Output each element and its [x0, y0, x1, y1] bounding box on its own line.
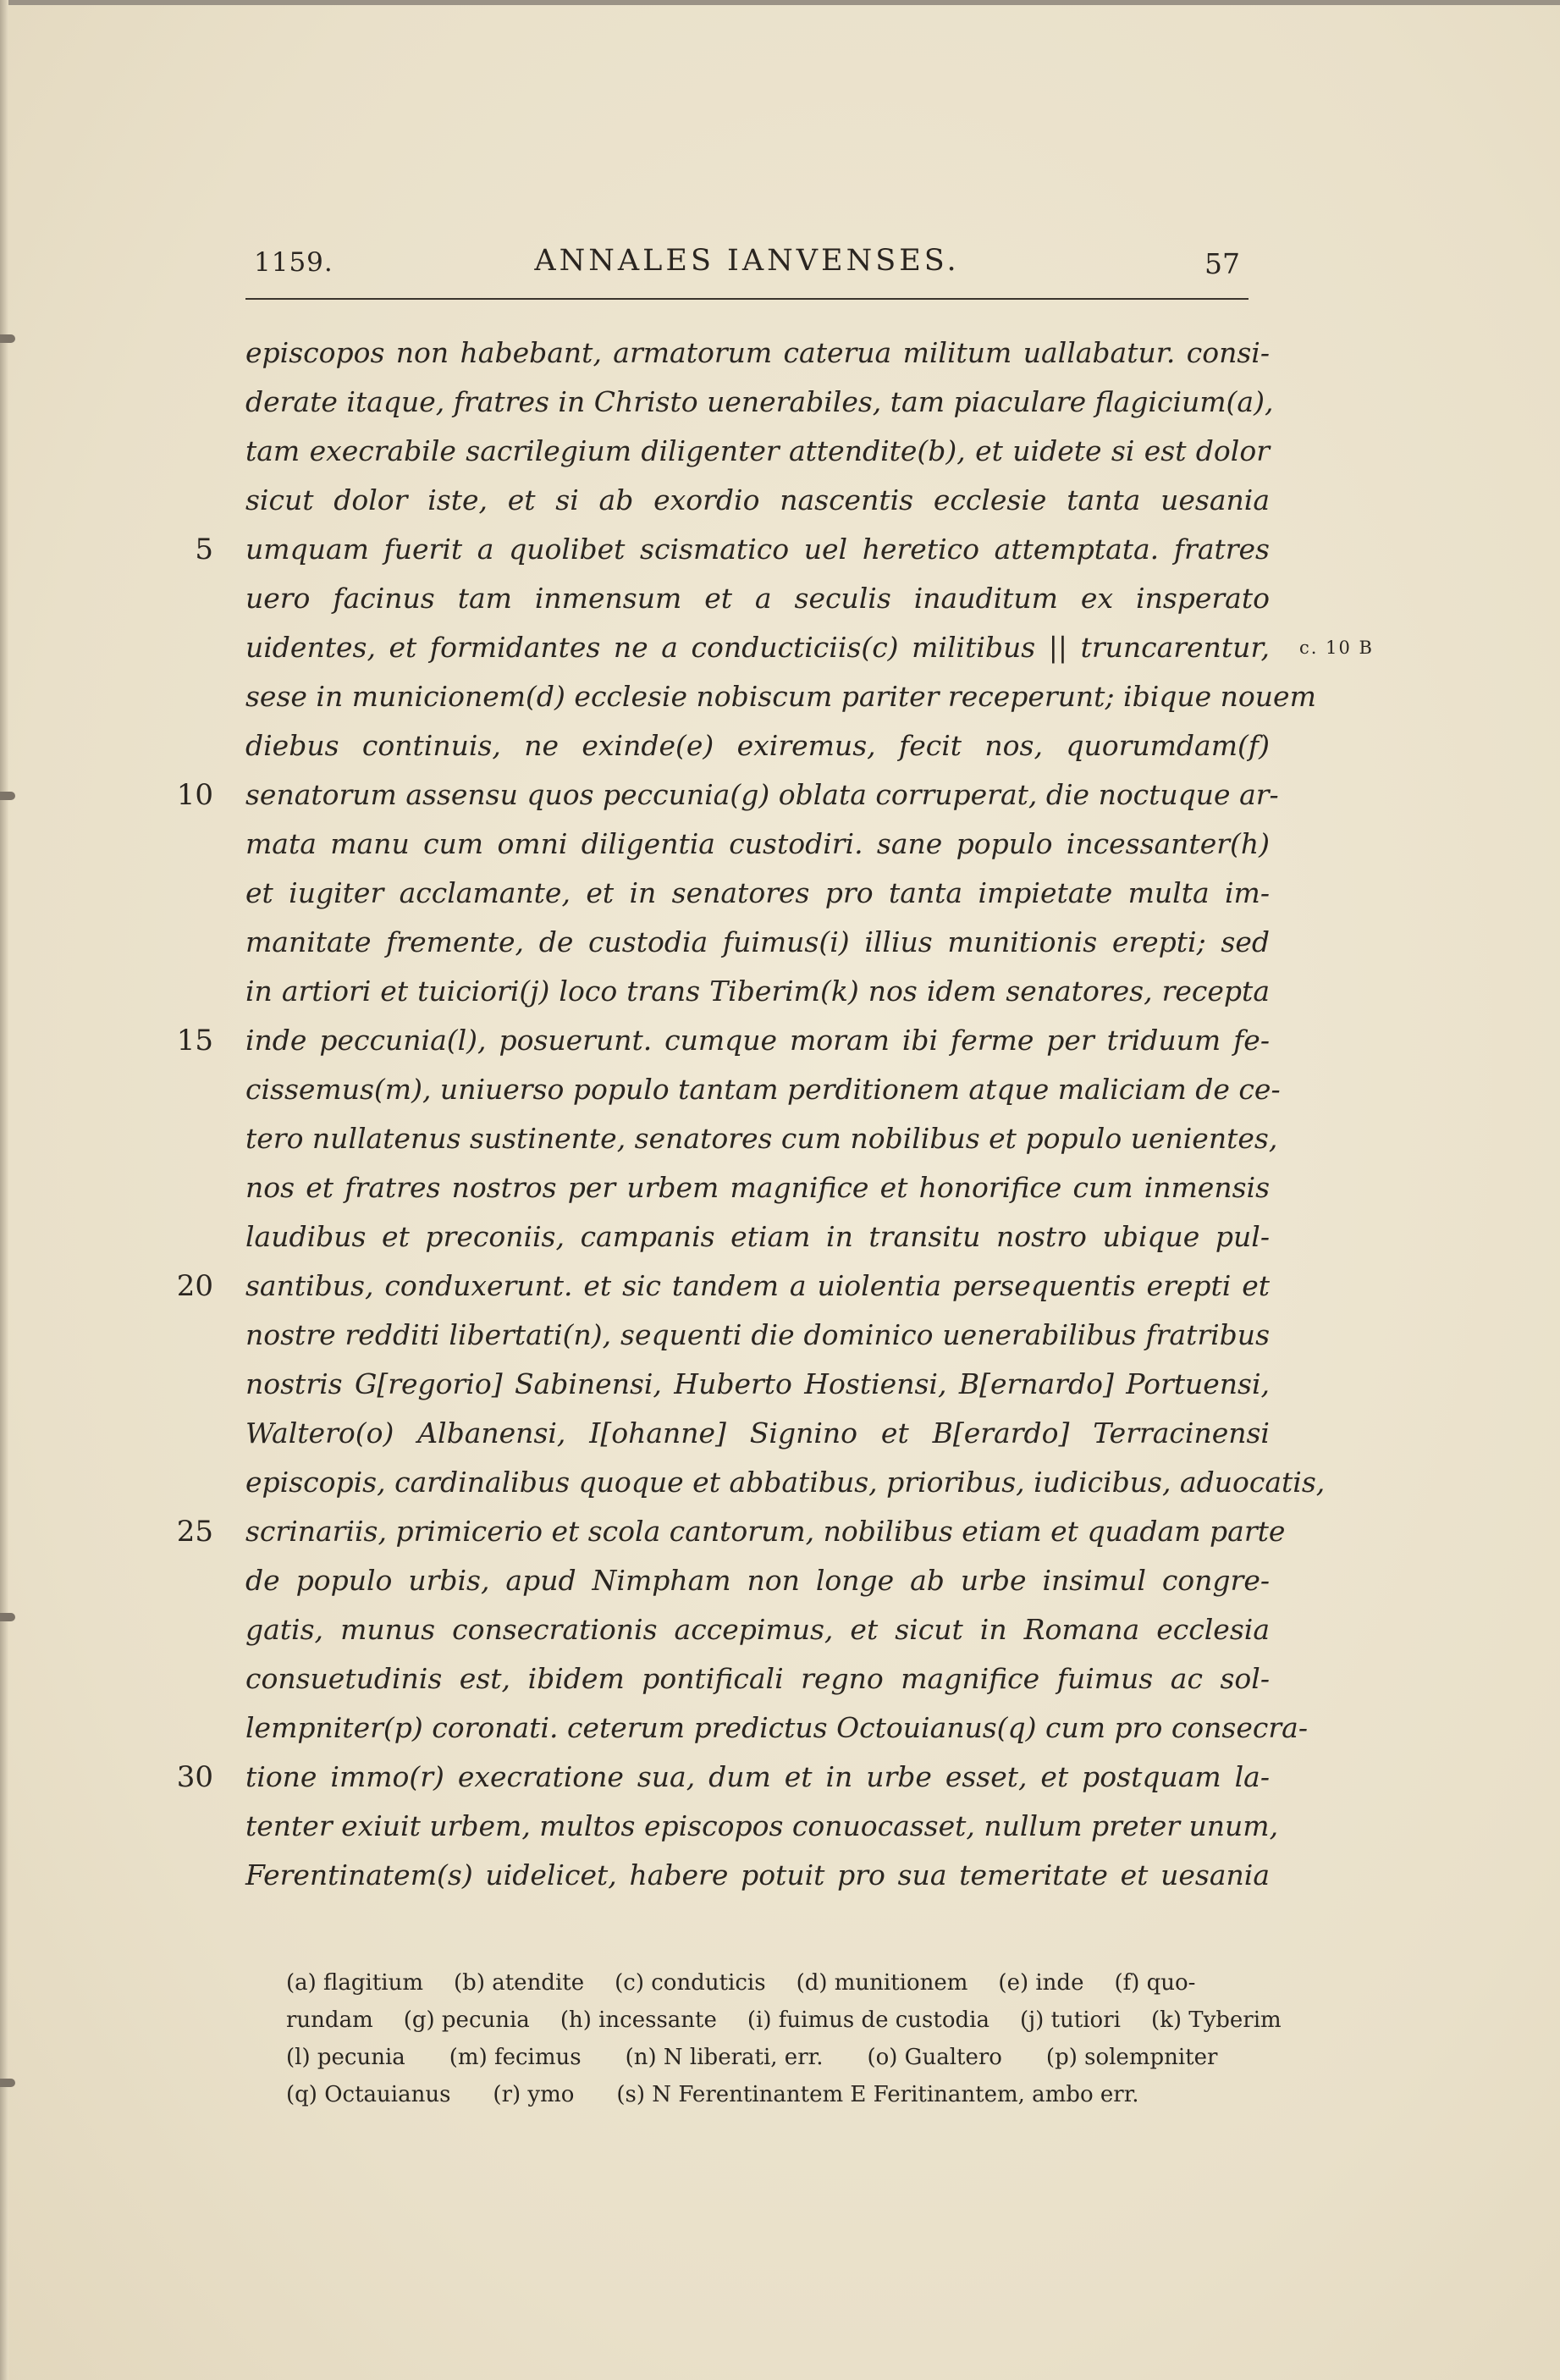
line-text: santibus, conduxerunt. et sic tandem a uiolentia persequentis erepti et — [245, 1269, 1270, 1302]
line-text: et iugiter acclamante, et in senatores pro tanta impietate multa im- — [245, 876, 1270, 909]
text-line — [245, 1311, 1270, 1360]
text-line — [245, 574, 1270, 623]
line-text: in artiori et tuiciori(j) loco trans Tiberim(k) nos idem senatores, recepta — [245, 975, 1270, 1008]
text-line — [245, 1851, 1270, 1900]
footnote: (l) pecunia — [286, 2045, 405, 2070]
line-text: inde peccunia(l), posuerunt. cumque moram ibi ferme per triduum fe- — [245, 1024, 1270, 1057]
line-text: uidentes, et formidantes ne a conducticiis(c) militibus || truncarentur, — [245, 631, 1270, 664]
text-line — [245, 1360, 1270, 1409]
binding-mark — [0, 334, 15, 343]
text-line — [245, 1409, 1270, 1458]
line-number: 5 — [195, 533, 213, 566]
text-line — [245, 329, 1270, 378]
footnote: (i) fuimus de custodia — [747, 2007, 989, 2033]
line-text: consuetudinis est, ibidem pontificali regno magnifice fuimus ac sol- — [245, 1662, 1270, 1695]
line-text: cissemus(m), uniuerso populo tantam perditionem atque maliciam de ce- — [245, 1073, 1281, 1106]
text-line — [245, 1654, 1270, 1704]
line-text: gatis, munus consecrationis accepimus, et sicut in Romana ecclesia — [245, 1613, 1270, 1646]
running-header — [245, 244, 1249, 286]
footnote: (j) tutiori — [1019, 2007, 1121, 2033]
text-line — [245, 1556, 1270, 1605]
text-line — [245, 1163, 1270, 1212]
line-number: 20 — [176, 1269, 213, 1303]
text-line — [245, 672, 1316, 721]
footnote-line — [286, 1964, 1272, 2002]
text-line — [245, 721, 1270, 770]
text-line — [245, 918, 1270, 967]
line-number: 10 — [176, 778, 213, 812]
line-text: tenter exiuit urbem, multos episcopos conuocasset, nullum preter unum, — [245, 1809, 1279, 1842]
text-line — [245, 1802, 1279, 1851]
line-text: derate itaque, fratres in Christo uenerabiles, tam piaculare flagicium(a), — [245, 385, 1274, 418]
footnote: (g) pecunia — [403, 2007, 530, 2033]
footnote: (n) N liberati, err. — [625, 2045, 824, 2070]
text-line — [245, 1605, 1270, 1654]
text-line — [245, 378, 1274, 427]
line-number: 25 — [176, 1515, 213, 1549]
text-line — [176, 770, 1279, 820]
line-number: 30 — [176, 1760, 213, 1794]
margin-note: c. 10 B — [1299, 638, 1374, 658]
line-text: Ferentinatem(s) uidelicet, habere potuit pro sua temeritate et uesania — [245, 1858, 1270, 1891]
footnote-line — [286, 2039, 1272, 2076]
footnote: (o) Gualtero — [867, 2045, 1002, 2070]
line-text: senatorum assensu quos peccunia(g) oblata corruperat, die noctuque ar- — [245, 778, 1279, 811]
text-line — [245, 476, 1270, 525]
header-year: 1159. — [254, 247, 333, 278]
footnote-line — [286, 2002, 1282, 2039]
line-text: de populo urbis, apud Nimpham non longe ab urbe insimul congre- — [245, 1564, 1270, 1597]
main-text — [176, 329, 1374, 1900]
text-line — [245, 1212, 1270, 1262]
text-line — [245, 1114, 1278, 1163]
footnote: (c) conduticis — [615, 1970, 766, 1996]
text-line — [245, 1458, 1326, 1507]
text-line — [245, 427, 1270, 476]
text-line — [195, 525, 1270, 574]
line-text: tione immo(r) execratione sua, dum et in urbe esset, et postquam la- — [245, 1760, 1270, 1793]
line-text: nostris G[regorio] Sabinensi, Huberto Hostiensi, B[ernardo] Portuensi, — [245, 1367, 1270, 1400]
footnote: rundam — [286, 2007, 373, 2033]
line-text: laudibus et preconiis, campanis etiam in transitu nostro ubique pul- — [245, 1220, 1270, 1253]
text-line — [176, 1262, 1270, 1311]
footnote: (h) incessante — [560, 2007, 717, 2033]
page-top-edge — [0, 0, 1560, 5]
line-text: uero facinus tam inmensum et a seculis inauditum ex insperato — [245, 582, 1270, 615]
line-text: umquam fuerit a quolibet scismatico uel heretico attemptata. fratres — [245, 533, 1270, 566]
text-line — [245, 869, 1270, 918]
footnote: (d) munitionem — [796, 1970, 968, 1996]
line-number: 15 — [176, 1024, 213, 1057]
text-line — [245, 967, 1270, 1016]
line-text: tam execrabile sacrilegium diligenter attendite(b), et uidete si est dolor — [245, 434, 1270, 467]
text-line — [245, 820, 1270, 869]
page-number: 57 — [1204, 247, 1240, 280]
footnote: (f) quo- — [1114, 1970, 1196, 1996]
text-line — [176, 1753, 1270, 1802]
text-line — [245, 1704, 1308, 1753]
footnote: (q) Octauianus — [286, 2082, 451, 2107]
footnote: (s) N Ferentinantem E Feritinantem, ambo err. — [616, 2082, 1139, 2107]
page-binding-edge — [0, 0, 8, 2380]
line-text: diebus continuis, ne exinde(e) exiremus, fecit nos, quorumdam(f) — [245, 729, 1270, 762]
text-line — [176, 1016, 1270, 1065]
line-text: episcopos non habebant, armatorum caterua militum uallabatur. consi- — [245, 336, 1270, 369]
footnotes — [286, 1964, 1282, 2113]
footnote: (p) solempniter — [1045, 2045, 1218, 2070]
binding-mark — [0, 2079, 15, 2087]
line-text: episcopis, cardinalibus quoque et abbatibus, prioribus, iudicibus, aduocatis, — [245, 1466, 1326, 1499]
footnote: (a) flagitium — [286, 1970, 424, 1996]
line-text: tero nullatenus sustinente, senatores cum nobilibus et populo uenientes, — [245, 1122, 1278, 1155]
line-text: Waltero(o) Albanensi, I[ohanne] Signino et B[erardo] Terracinensi — [245, 1416, 1270, 1450]
footnote: (e) inde — [998, 1970, 1084, 1996]
line-text: mata manu cum omni diligentia custodiri. sane populo incessanter(h) — [245, 827, 1270, 860]
line-text: sicut dolor iste, et si ab exordio nascentis ecclesie tanta uesania — [245, 483, 1270, 516]
header-rule — [245, 298, 1249, 300]
footnote: (b) atendite — [454, 1970, 585, 1996]
footnote: (k) Tyberim — [1150, 2007, 1282, 2033]
line-text: lempniter(p) coronati. ceterum predictus Octouianus(q) cum pro consecra- — [245, 1711, 1308, 1744]
line-text: nos et fratres nostros per urbem magnifice et honorifice cum inmensis — [245, 1171, 1270, 1204]
header-title: ANNALES IANVENSES. — [534, 244, 960, 278]
line-text: scrinariis, primicerio et scola cantorum, nobilibus etiam et quadam parte — [245, 1515, 1286, 1548]
footnote: (r) ymo — [493, 2082, 575, 2107]
text-line — [245, 1065, 1281, 1114]
footnote-line — [286, 2076, 1272, 2113]
footnote: (m) fecimus — [449, 2045, 582, 2070]
text-line — [176, 1507, 1286, 1556]
line-text: nostre redditi libertati(n), sequenti die dominico uenerabilibus fratribus — [245, 1318, 1270, 1351]
binding-mark — [0, 1613, 15, 1621]
text-line — [245, 623, 1374, 672]
line-text: sese in municionem(d) ecclesie nobiscum pariter receperunt; ibique nouem — [245, 680, 1316, 713]
binding-mark — [0, 792, 15, 800]
line-text: manitate fremente, de custodia fuimus(i) illius munitionis erepti; sed — [245, 925, 1270, 958]
